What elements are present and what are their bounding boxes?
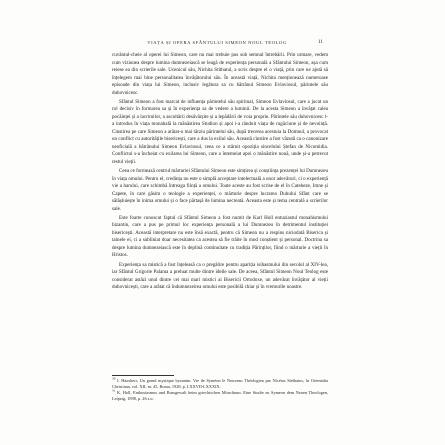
body-text xyxy=(112,52,328,293)
paragraph: Sfântul Simeon a fost marcat de influența părintelui său spiritual, Simeon Evlaviosul, care a jucat un rol decisiv în formarea sa și în experiența sa de vedere a luminii. De la acesta Simeon a învățat calea pocăinței și a lacrimilor, a ascultării desăvârșite și a lepădării de voia proprie. Părintele său duhovnicesc l-a introdus în viața monahală la mănăstirea Studion și apoi i-a rânduit viața de rugăciune și de nevoință. Cinstirea pe care Simeon a arătat-o mai târziu părintelui său, după trecerea acestuia la Domnul, a provocat un conflict cu autoritățile bisericești, care a dus la exilul său. Această cinstire a fost văzută ca o canonizare neoficială a bătrânului Simeon Evlaviosul, ceea ce a stârnit opoziția sincelului Ștefan de Nicomidia. Conflictul s-a încheiat cu exilarea lui Simeon, care a întemeiat apoi o mănăstire nouă, unde și-a petrecut restul vieții. xyxy=(112,98,328,165)
footnote-number: 31 xyxy=(112,388,116,393)
footnotes xyxy=(112,375,328,402)
footnote xyxy=(112,390,328,402)
footnote xyxy=(112,378,328,390)
paragraph: cuvântul-cheie al operei lui Simeon, care nu mai trebuie pus sub semnul întrebării. Prin urmare, vedem cum viziunea despre lumina dumnezeiască se leagă de experiența personală a Sfântului Simeon, așa cum reiese ea din scrierile sale. Ucenicul său, Nichita Stithatul, a scris despre el o viață, prin care ne ajută să înțelegem mai bine personalitatea învățătorului său. În această viață, Nichita menționează numeroase episoade din viața lui Simeon, inclusiv legătura sa cu bătrânul Simeon Evlaviosul, părintele său duhovnicesc. xyxy=(112,52,328,96)
paragraph: Experiența sa mistică a fost înțeleasă ca o pregătire pentru apariția isihasmului din secolul al XIV-lea, iar Sfântul Grigorie Palama a preluat multe dintre ideile sale. De aceea, Sfântul Simeon Noul Teolog este considerat astăzi unul dintre cei mai mari mistici ai Bisericii Ortodoxe, un adevărat învățător al vieții duhovnicești, care a arătat că îndumnezeirea omului este posibilă chiar și în vremurile noastre. xyxy=(112,261,328,291)
footnote-text: K. Holl, Enthusiasmus und Bussgewalt beim griechischen Mönchtum. Eine Studie zu Symeon dem Neuen Theologen, Leipzig, 1898, p. 26 s.u. xyxy=(112,390,328,402)
paragraph: Ceea ce formează centrul mărturiei Sfântului Simeon este simțirea și conștiința prezenței lui Dumnezeu în viața omului. Pentru el, credința nu este o simplă acceptare intelectuală a unor adevăruri, ci o experiență vie a harului, care schimbă întreaga ființă a omului. Toate aceste au fost scrise de el în Cateheze, Imne și Capete, în care găsim o teologie a experienței, o mărturie despre lucrarea Duhului Sfânt care se sălășluiește în inima omului și o face părtașă de lumina necreată. Aceasta este și tema centrală a scrierilor sale. xyxy=(112,168,328,212)
running-head: VIAȚA ȘI OPERA SFÂNTULUI SIMEON NOUL TEOLOG xyxy=(147,40,287,45)
footnote-text: I. Hausherr, Un grand mystique byzantin. Vie de Syméon le Nouveau Théologien par Nicétas Stéthatos, în Orientalia Christiana, vol. XII, nr. 45, Roma, 1928, p. LXXVII-LXXXIX. xyxy=(112,378,328,390)
footnote-number: 30 xyxy=(112,376,116,381)
footnote-rule xyxy=(112,375,174,376)
paragraph: Este foarte cunoscut faptul că Sfântul Simeon a fost numit de Karl Holl entuziastul monahismului bizantin, care a pus pe primul loc experiența personală a lui Dumnezeu în detrimentul instituției bisericești. Această interpretare nu este însă exactă, pentru că Simeon nu a respins niciodată Biserica și tainele ei, ci a subliniat doar necesitatea ca acestea să fie trăite în mod conștient și personal. Doctrina sa despre lumina dumnezeiască este în deplină continuitate cu tradiția Părinților, fiind o mărturie a vieții în Hristos. xyxy=(112,214,328,259)
page-number: 11 xyxy=(318,40,323,45)
